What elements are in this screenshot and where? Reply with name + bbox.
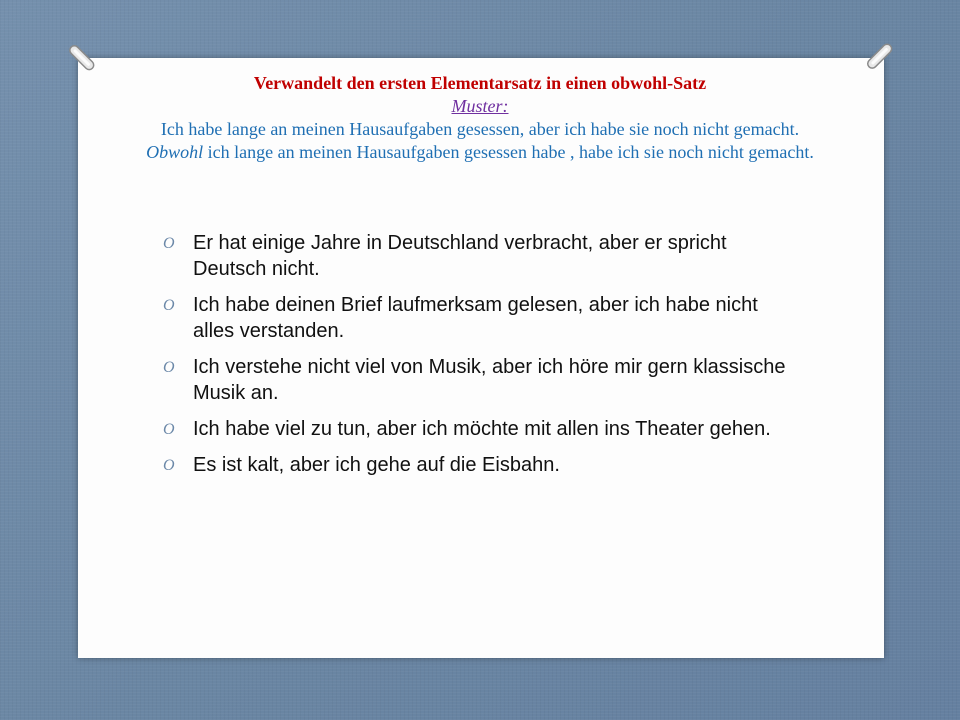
list-item — [163, 452, 803, 478]
obwohl-example — [130, 141, 830, 164]
list-item — [163, 230, 803, 282]
muster-label: Muster: — [451, 96, 509, 116]
pin-icon-left — [62, 40, 98, 76]
list-item — [163, 416, 803, 442]
obwohl-word: Obwohl — [146, 142, 204, 162]
obwohl-rest: ich lange an meinen Hausaufgaben gesessen habe , habe ich sie noch nicht gemacht. — [203, 142, 814, 162]
list-item-text: Ich habe viel zu tun, aber ich möchte mit allen ins Theater gehen. — [193, 418, 771, 440]
list-item-text: Es ist kalt, aber ich gehe auf die Eisbahn. — [193, 454, 560, 476]
bullet-marker-icon: O — [163, 235, 175, 252]
list-item-text: Ich habe deinen Brief laufmerksam gelesen, aber ich habe nicht alles verstanden. — [193, 294, 758, 342]
list-item — [163, 354, 803, 406]
exercise-list — [163, 230, 803, 488]
bullet-marker-icon: O — [163, 421, 175, 438]
bullet-marker-icon: O — [163, 359, 175, 376]
bullet-marker-icon: O — [163, 297, 175, 314]
slide-header — [130, 72, 830, 164]
slide-title: Verwandelt den ersten Elementarsatz in einen obwohl-Satz — [253, 73, 707, 93]
pin-icon-right — [862, 40, 898, 76]
list-item — [163, 292, 803, 344]
list-item-text: Ich verstehe nicht viel von Musik, aber ich höre mir gern klassische Musik an. — [193, 356, 786, 404]
example-sentence: Ich habe lange an meinen Hausaufgaben gesessen, aber ich habe sie noch nicht gemacht. — [160, 119, 800, 139]
list-item-text: Er hat einige Jahre in Deutschland verbracht, aber er spricht Deutsch nicht. — [193, 232, 727, 280]
bullet-marker-icon: O — [163, 457, 175, 474]
